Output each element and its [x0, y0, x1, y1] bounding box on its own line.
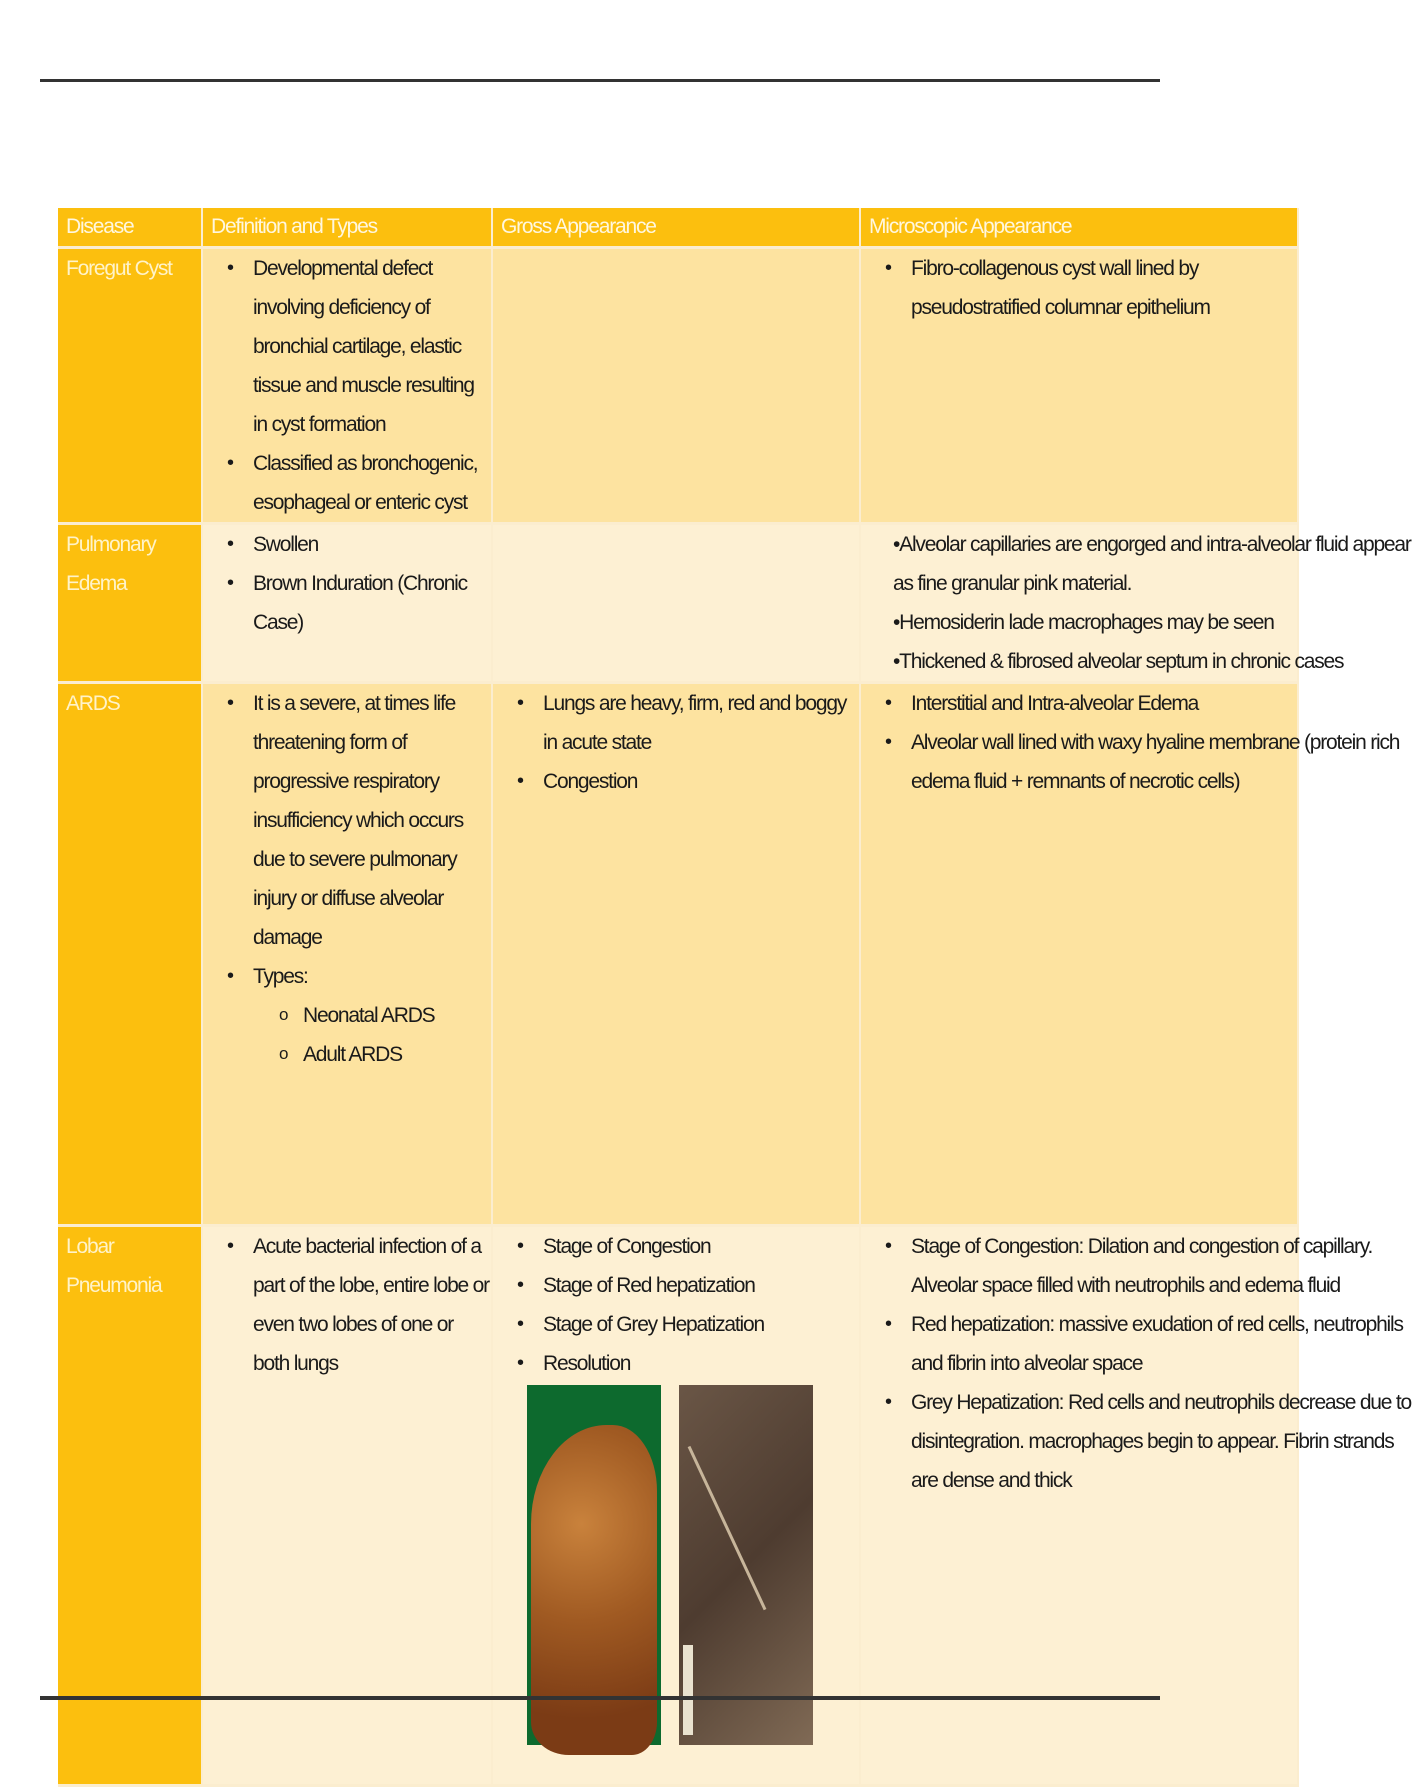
- gross-photos: [493, 1385, 859, 1745]
- bottom-rule: [40, 1696, 1160, 1700]
- header-microscopic: Microscopic Appearance: [860, 208, 1298, 248]
- list-item: • Lungs are heavy, firm, red and boggy in acute state: [493, 684, 859, 762]
- header-gross: Gross Appearance: [492, 208, 860, 248]
- gross-cell: [492, 683, 860, 1226]
- gross-cell: [492, 524, 860, 683]
- list-item: • Red hepatization: massive exudation of red cells, neutrophils and fibrin into alveolar space: [861, 1305, 1421, 1383]
- micro-line: •Alveolar capillaries are engorged and intra-alveolar fluid appear as fine granular pink material.: [893, 533, 1411, 595]
- list-item: • Brown Induration (Chronic Case): [203, 564, 491, 642]
- list-item: • Alveolar wall lined with waxy hyaline membrane (protein rich edema fluid + remnants of necrotic cells): [861, 723, 1421, 801]
- sub-list-item: o Adult ARDS: [253, 1035, 491, 1074]
- micro-line: •Hemosiderin lade macrophages may be seen: [893, 611, 1274, 634]
- list-item: • Classified as bronchogenic, esophageal or enteric cyst: [203, 444, 491, 522]
- table-row: [58, 1226, 1298, 1786]
- lung-specimen-image: [531, 1425, 657, 1755]
- list-item: • Fibro-collagenous cyst wall lined by pseudostratified columnar epithelium: [861, 249, 1297, 327]
- microscopic-cell: [860, 248, 1298, 524]
- micro-line: •Thickened & fibrosed alveolar septum in chronic cases: [893, 650, 1344, 673]
- gross-cell: [492, 1226, 860, 1786]
- list-item: • Congestion: [493, 762, 859, 801]
- table-row: [58, 683, 1298, 1226]
- specimen-ruler-image: [683, 1645, 693, 1735]
- sub-list-item: o Neonatal ARDS: [253, 996, 491, 1035]
- definition-cell: [202, 1226, 492, 1786]
- disease-cell: Foregut Cyst: [58, 248, 202, 524]
- disease-cell: ARDS: [58, 683, 202, 1226]
- top-rule: [40, 79, 1160, 82]
- list-item: • Acute bacterial infection of a part of the lobe, entire lobe or even two lobes of one or both lungs: [203, 1227, 491, 1383]
- header-disease: Disease: [58, 208, 202, 248]
- list-item: • Stage of Congestion: [493, 1227, 859, 1266]
- list-item: • Stage of Grey Hepatization: [493, 1305, 859, 1344]
- gross-cell: [492, 248, 860, 524]
- disease-cell: Pulmonary Edema: [58, 524, 202, 683]
- list-item: • Developmental defect involving deficiency of bronchial cartilage, elastic tissue and muscle resulting in cyst formation: [203, 249, 491, 444]
- microscopic-cell: [860, 524, 1411, 683]
- disease-cell: Lobar Pneumonia: [58, 1226, 202, 1786]
- definition-cell: [202, 683, 492, 1226]
- list-item: • Stage of Red hepatization: [493, 1266, 859, 1305]
- table-row: [58, 524, 1298, 683]
- lung-specimen-photo: [527, 1385, 661, 1745]
- microscopic-cell: [860, 1226, 1412, 1786]
- types-label: Types:: [253, 965, 308, 988]
- list-item: • Interstitial and Intra-alveolar Edema: [861, 684, 1421, 723]
- list-item: • It is a severe, at times life threatening form of progressive respiratory insufficiency which occurs due to severe pulmonary injury or diffuse alveolar damage: [203, 684, 491, 957]
- header-definition: Definition and Types: [202, 208, 492, 248]
- header-row: [58, 208, 1298, 248]
- list-item: • Resolution: [493, 1344, 859, 1383]
- definition-cell: [202, 248, 492, 524]
- table-row: [58, 248, 1298, 524]
- list-item: • Swollen: [203, 525, 491, 564]
- definition-cell: [202, 524, 492, 683]
- list-item: • Stage of Congestion: Dilation and congestion of capillary. Alveolar space filled with neutrophils and edema fluid: [861, 1227, 1421, 1305]
- lung-fissure-image: [688, 1446, 767, 1610]
- lung-cut-surface-photo: [679, 1385, 813, 1745]
- pathology-table-container: [58, 208, 1412, 1696]
- list-item: [203, 957, 491, 1074]
- microscopic-cell: [860, 683, 1400, 1226]
- list-item: • Grey Hepatization: Red cells and neutrophils decrease due to disintegration. macrophages begin to appear. Fibrin strands are dense and thick: [861, 1383, 1421, 1500]
- pathology-table: [58, 208, 1412, 1787]
